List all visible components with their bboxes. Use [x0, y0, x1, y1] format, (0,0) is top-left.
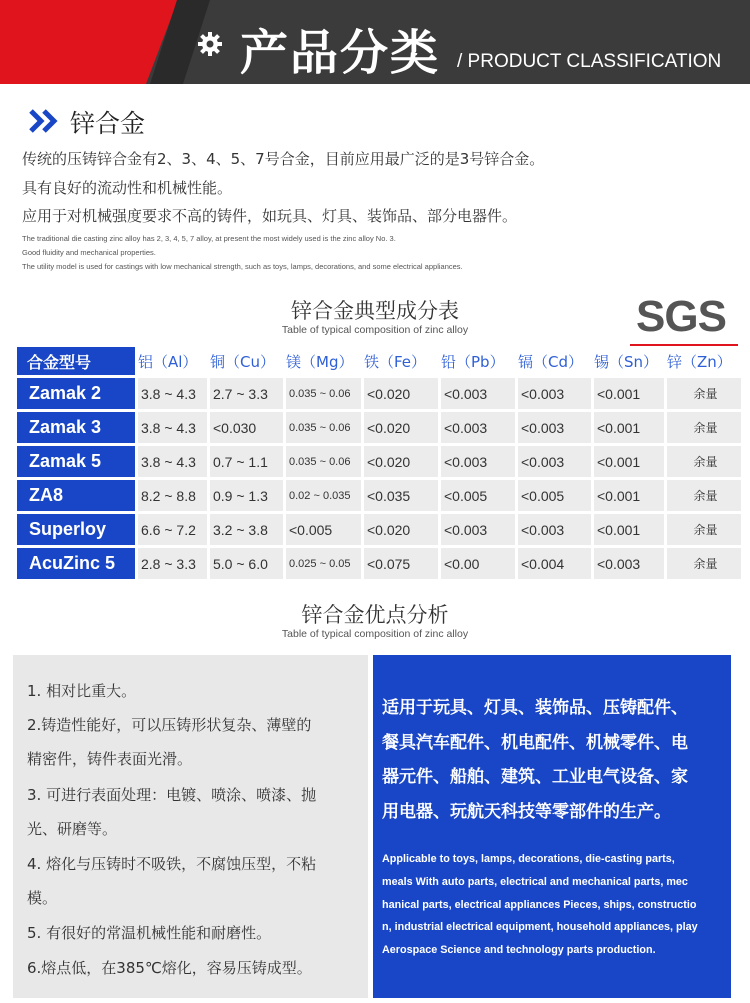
column-header: 铝（Al）: [138, 347, 207, 375]
alloy-name: Zamak 5: [17, 446, 135, 477]
cell-al: 3.8 ~ 4.3: [138, 378, 207, 409]
advantage-line: 精密件，铸件表面光滑。: [27, 750, 193, 768]
application-en-line: Aerospace Science and technology parts production.: [382, 944, 656, 956]
application-cn-line: 餐具汽车配件、机电配件、机械零件、电: [382, 733, 688, 753]
composition-table: [14, 344, 744, 582]
cell-al: 3.8 ~ 4.3: [138, 446, 207, 477]
alloy-name: Zamak 2: [17, 378, 135, 409]
advantage-line: 4. 熔化与压铸时不吸铁，不腐蚀压型，不粘: [27, 855, 317, 873]
cell-pb: <0.003: [441, 514, 515, 545]
cell-cd: <0.003: [518, 378, 591, 409]
cell-cd: <0.003: [518, 446, 591, 477]
advantages-subtitle: Table of typical composition of zinc alloy: [281, 628, 469, 640]
header-red-band: [0, 0, 178, 84]
section-title: 锌合金: [70, 109, 146, 138]
table-row: [17, 548, 741, 579]
cell-sn: <0.001: [594, 412, 664, 443]
cell-cu: 0.9 ~ 1.3: [210, 480, 283, 511]
advantage-line: 3. 可进行表面处理：电镀、喷涂、喷漆、抛: [27, 786, 317, 804]
cell-cd: <0.005: [518, 480, 591, 511]
cell-cd: <0.004: [518, 548, 591, 579]
table-row: [17, 412, 741, 443]
application-en-line: Applicable to toys, lamps, decorations, die-casting parts,: [382, 853, 675, 865]
cell-zn: 余量: [667, 412, 741, 443]
cell-al: 8.2 ~ 8.8: [138, 480, 207, 511]
cell-cu: 3.2 ~ 3.8: [210, 514, 283, 545]
cell-zn: 余量: [667, 446, 741, 477]
cell-mg: 0.035 ~ 0.06: [286, 446, 361, 477]
cell-mg: <0.005: [286, 514, 361, 545]
column-header: 铅（Pb）: [441, 347, 515, 375]
cell-pb: <0.00: [441, 548, 515, 579]
cell-zn: 余量: [667, 514, 741, 545]
application-en-line: n, industrial electrical equipment, household appliances, play: [382, 921, 698, 933]
intro-line: 具有良好的流动性和机械性能。: [22, 179, 233, 197]
cell-zn: 余量: [667, 378, 741, 409]
sgs-logo: SGS: [636, 292, 726, 341]
cell-sn: <0.003: [594, 548, 664, 579]
gear-icon: [198, 32, 222, 56]
advantage-line: 光、研磨等。: [27, 820, 118, 838]
cell-cu: 0.7 ~ 1.1: [210, 446, 283, 477]
intro-line: 传统的压铸锌合金有2、3、4、5、7号合金，目前应用最广泛的是3号锌合金。: [22, 150, 545, 168]
cell-cu: 2.7 ~ 3.3: [210, 378, 283, 409]
cell-mg: 0.035 ~ 0.06: [286, 412, 361, 443]
advantage-line: 5. 有很好的常温机械性能和耐磨性。: [27, 924, 272, 942]
cell-fe: <0.020: [364, 446, 438, 477]
advantage-line: 模。: [27, 889, 58, 907]
page-title: 产品分类: [240, 25, 441, 81]
cell-mg: 0.025 ~ 0.05: [286, 548, 361, 579]
table-row: [17, 378, 741, 409]
cell-al: 6.6 ~ 7.2: [138, 514, 207, 545]
cell-pb: <0.003: [441, 446, 515, 477]
cell-cu: 5.0 ~ 6.0: [210, 548, 283, 579]
column-header: 锌（Zn）: [667, 347, 741, 375]
cell-mg: 0.02 ~ 0.035: [286, 480, 361, 511]
table-header-row: [17, 347, 741, 375]
column-header: 铁（Fe）: [364, 347, 438, 375]
cell-cd: <0.003: [518, 514, 591, 545]
cell-fe: <0.020: [364, 378, 438, 409]
cell-al: 2.8 ~ 3.3: [138, 548, 207, 579]
advantage-line: 1. 相对比重大。: [27, 682, 137, 700]
column-header: 锡（Sn）: [594, 347, 664, 375]
cell-fe: <0.020: [364, 412, 438, 443]
cell-cu: <0.030: [210, 412, 283, 443]
page-header: [0, 0, 750, 84]
intro-en-line: The traditional die casting zinc alloy has 2, 3, 4, 5, 7 alloy, at present the most widely used is the zinc alloy No. 3.: [22, 234, 396, 243]
cell-al: 3.8 ~ 4.3: [138, 412, 207, 443]
intro-en-line: The utility model is used for castings with low mechanical strength, such as toys, lamps, decorations, and some electrical appliances.: [22, 262, 463, 271]
column-header: 合金型号: [17, 347, 135, 375]
cell-sn: <0.001: [594, 480, 664, 511]
cell-pb: <0.005: [441, 480, 515, 511]
cell-sn: <0.001: [594, 378, 664, 409]
cell-fe: <0.020: [364, 514, 438, 545]
cell-cd: <0.003: [518, 412, 591, 443]
application-en-line: hanical parts, electrical appliances Pieces, ships, constructio: [382, 899, 697, 911]
advantage-line: 6.熔点低，在385℃熔化，容易压铸成型。: [27, 959, 312, 977]
advantage-line: 2.铸造性能好，可以压铸形状复杂、薄壁的: [27, 716, 312, 734]
alloy-name: AcuZinc 5: [17, 548, 135, 579]
application-cn-line: 器元件、船舶、建筑、工业电气设备、家: [382, 767, 688, 787]
composition-subtitle: Table of typical composition of zinc alloy: [281, 324, 469, 336]
alloy-name: Zamak 3: [17, 412, 135, 443]
page-subtitle: / PRODUCT CLASSIFICATION: [457, 51, 722, 72]
column-header: 镉（Cd）: [518, 347, 591, 375]
intro-en-line: Good fluidity and mechanical properties.: [22, 248, 156, 257]
table-row: [17, 446, 741, 477]
cell-pb: <0.003: [441, 412, 515, 443]
alloy-name: ZA8: [17, 480, 135, 511]
alloy-name: Superloy: [17, 514, 135, 545]
cell-pb: <0.003: [441, 378, 515, 409]
cell-zn: 余量: [667, 480, 741, 511]
cell-mg: 0.035 ~ 0.06: [286, 378, 361, 409]
cell-fe: <0.035: [364, 480, 438, 511]
column-header: 铜（Cu）: [210, 347, 283, 375]
application-en-line: meals With auto parts, electrical and mechanical parts, mec: [382, 876, 688, 888]
cell-sn: <0.001: [594, 446, 664, 477]
column-header: 镁（Mg）: [286, 347, 361, 375]
cell-fe: <0.075: [364, 548, 438, 579]
cell-zn: 余量: [667, 548, 741, 579]
advantages-title: 锌合金优点分析: [301, 603, 449, 627]
intro-line: 应用于对机械强度要求不高的铸件，如玩具、灯具、装饰品、部分电器件。: [22, 207, 518, 225]
application-cn-line: 用电器、玩航天科技等零部件的生产。: [382, 802, 671, 822]
table-row: [17, 514, 741, 545]
table-row: [17, 480, 741, 511]
double-chevron-right-icon: [28, 108, 62, 134]
cell-sn: <0.001: [594, 514, 664, 545]
application-cn-line: 适用于玩具、灯具、装饰品、压铸配件、: [382, 698, 688, 718]
composition-title: 锌合金典型成分表: [291, 299, 459, 323]
